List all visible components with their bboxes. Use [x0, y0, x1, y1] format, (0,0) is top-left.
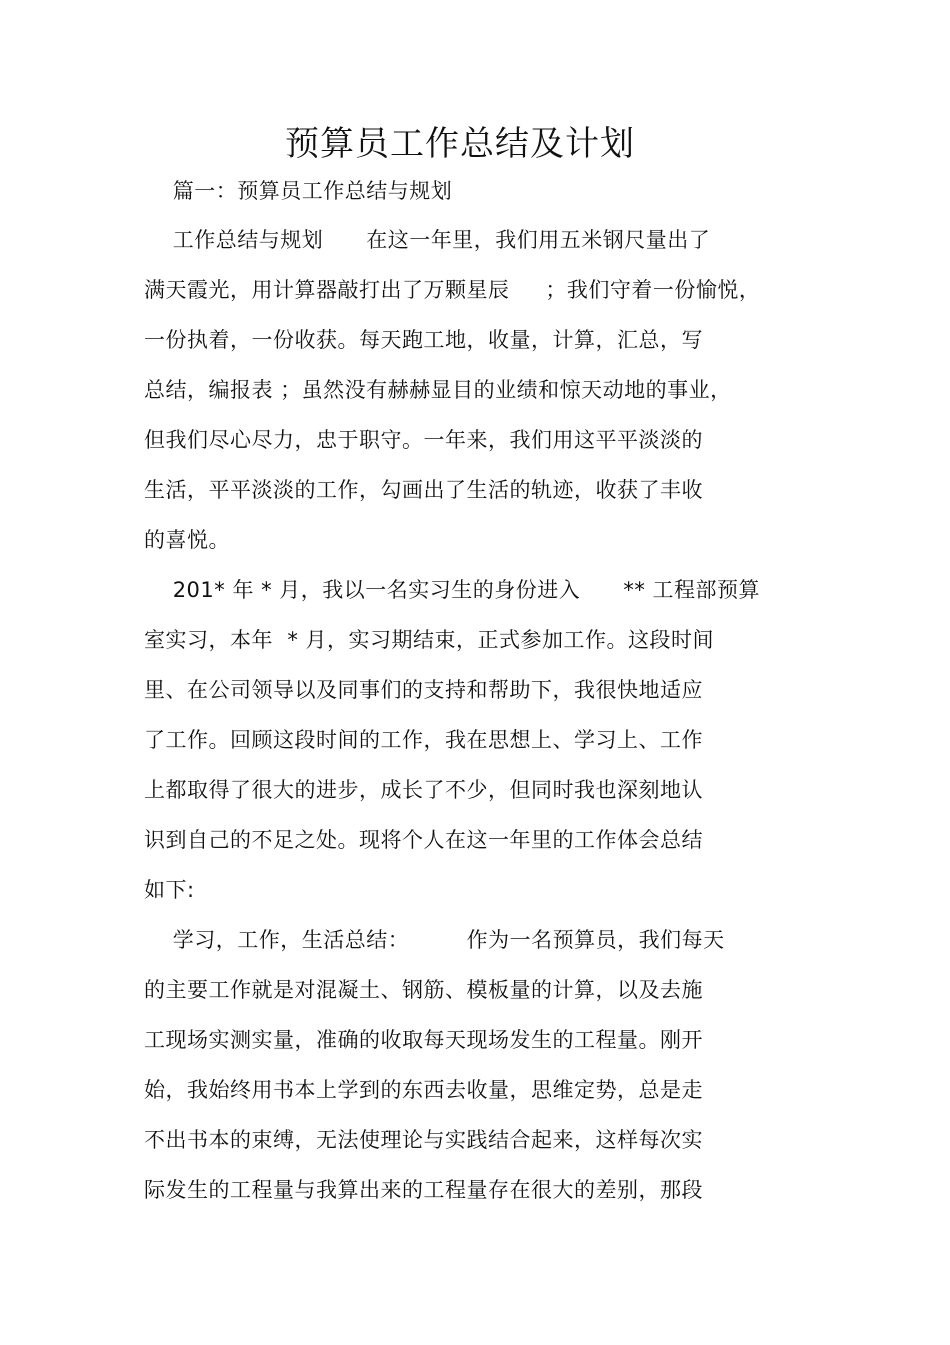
text-line: 的喜悦。: [144, 528, 230, 552]
text-line: 学习，工作，生活总结： 作为一名预算员，我们每天: [144, 928, 725, 952]
text-line: 满天霞光，用计算器敲打出了万颗星辰 ；我们守着一份愉悦，: [144, 278, 761, 302]
text-line: 一份执着，一份收获。每天跑工地，收量，计算，汇总，写: [144, 328, 703, 352]
text-line: 篇一：预算员工作总结与规划: [144, 179, 453, 203]
text-line: 际发生的工程量与我算出来的工程量存在很大的差别，那段: [144, 1178, 703, 1202]
text-line: 如下:: [144, 878, 195, 902]
text-line: 始，我始终用书本上学到的东西去收量，思维定势，总是走: [144, 1078, 703, 1102]
document-title: 预算员工作总结及计划: [285, 124, 635, 164]
text-line: 工现场实测实量，准确的收取每天现场发生的工程量。刚开: [144, 1028, 703, 1052]
text-line: 上都取得了很大的进步，成长了不少，但同时我也深刻地认: [144, 778, 703, 802]
text-line: 了工作。回顾这段时间的工作，我在思想上、学习上、工作: [144, 728, 703, 752]
text-line: 里、在公司领导以及同事们的支持和帮助下，我很快地适应: [144, 678, 703, 702]
text-line: 工作总结与规划 在这一年里，我们用五米钢尺量出了: [144, 228, 711, 252]
text-line: 但我们尽心尽力，忠于职守。一年来，我们用这平平淡淡的: [144, 428, 703, 452]
text-line: 总结，编报表 ；虽然没有赫赫显目的业绩和惊天动地的事业，: [144, 378, 732, 402]
text-line: 识到自己的不足之处。现将个人在这一年里的工作体会总结: [144, 828, 703, 852]
text-line: 生活，平平淡淡的工作，勾画出了生活的轨迹，收获了丰收: [144, 478, 703, 502]
text-line: 室实习，本年 * 月，实习期结束，正式参加工作。这段时间: [144, 628, 715, 652]
text-line: 不出书本的束缚，无法使理论与实践结合起来，这样每次实: [144, 1128, 703, 1152]
text-line: 的主要工作就是对混凝土、钢筋、模板量的计算，以及去施: [144, 978, 703, 1002]
text-line: 201* 年 * 月，我以一名实习生的身份进入 ** 工程部预算: [144, 578, 761, 602]
